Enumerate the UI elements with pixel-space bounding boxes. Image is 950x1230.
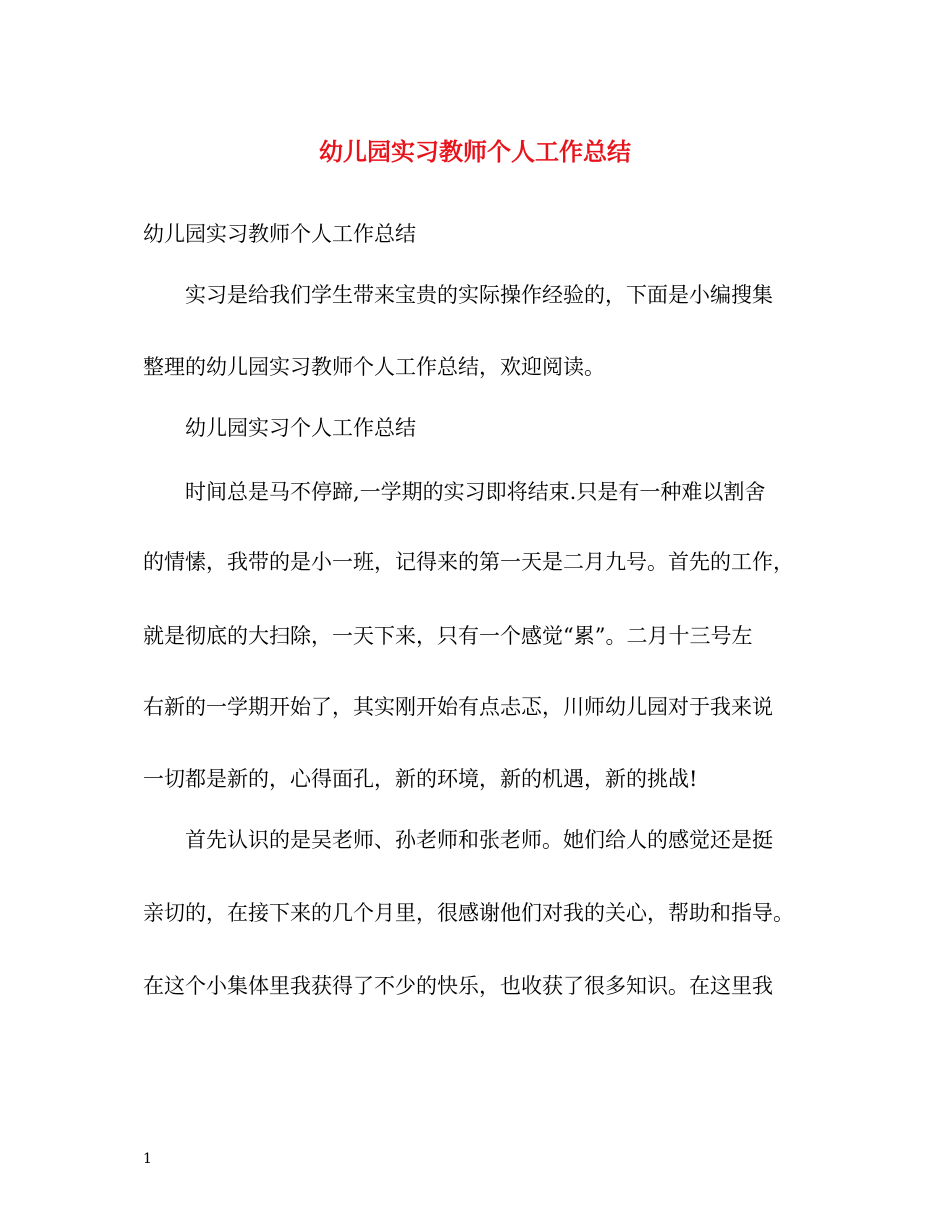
paragraph-line: 右新的一学期开始了，其实刚开始有点忐忑，川师幼儿园对于我来说	[143, 695, 773, 719]
paragraph-line: 在这个小集体里我获得了不少的快乐，也收获了很多知识。在这里我	[143, 974, 773, 998]
paragraph-line: 时间总是马不停蹄,一学期的实习即将结束.只是有一种难以割舍	[185, 480, 766, 504]
document-title: 幼儿园实习教师个人工作总结	[319, 137, 631, 166]
page-number: 1	[143, 1151, 152, 1167]
paragraph-line: 亲切的，在接下来的几个月里，很感谢他们对我的关心，帮助和指导。	[143, 901, 794, 925]
subtitle-line: 幼儿园实习教师个人工作总结	[143, 222, 416, 246]
paragraph-line: 首先认识的是吴老师、孙老师和张老师。她们给人的感觉还是挺	[185, 828, 773, 852]
paragraph-line: 就是彻底的大扫除，一天下来，只有一个感觉“累”。二月十三号左	[143, 624, 753, 648]
section-heading-line: 幼儿园实习个人工作总结	[185, 416, 416, 440]
paragraph-line: 整理的幼儿园实习教师个人工作总结，欢迎阅读。	[143, 355, 605, 379]
paragraph-line: 实习是给我们学生带来宝贵的实际操作经验的，下面是小编搜集	[185, 283, 773, 307]
paragraph-line: 一切都是新的，心得面孔，新的环境，新的机遇，新的挑战!	[143, 767, 698, 791]
paragraph-line: 的情愫，我带的是小一班，记得来的第一天是二月九号。首先的工作，	[143, 550, 794, 574]
